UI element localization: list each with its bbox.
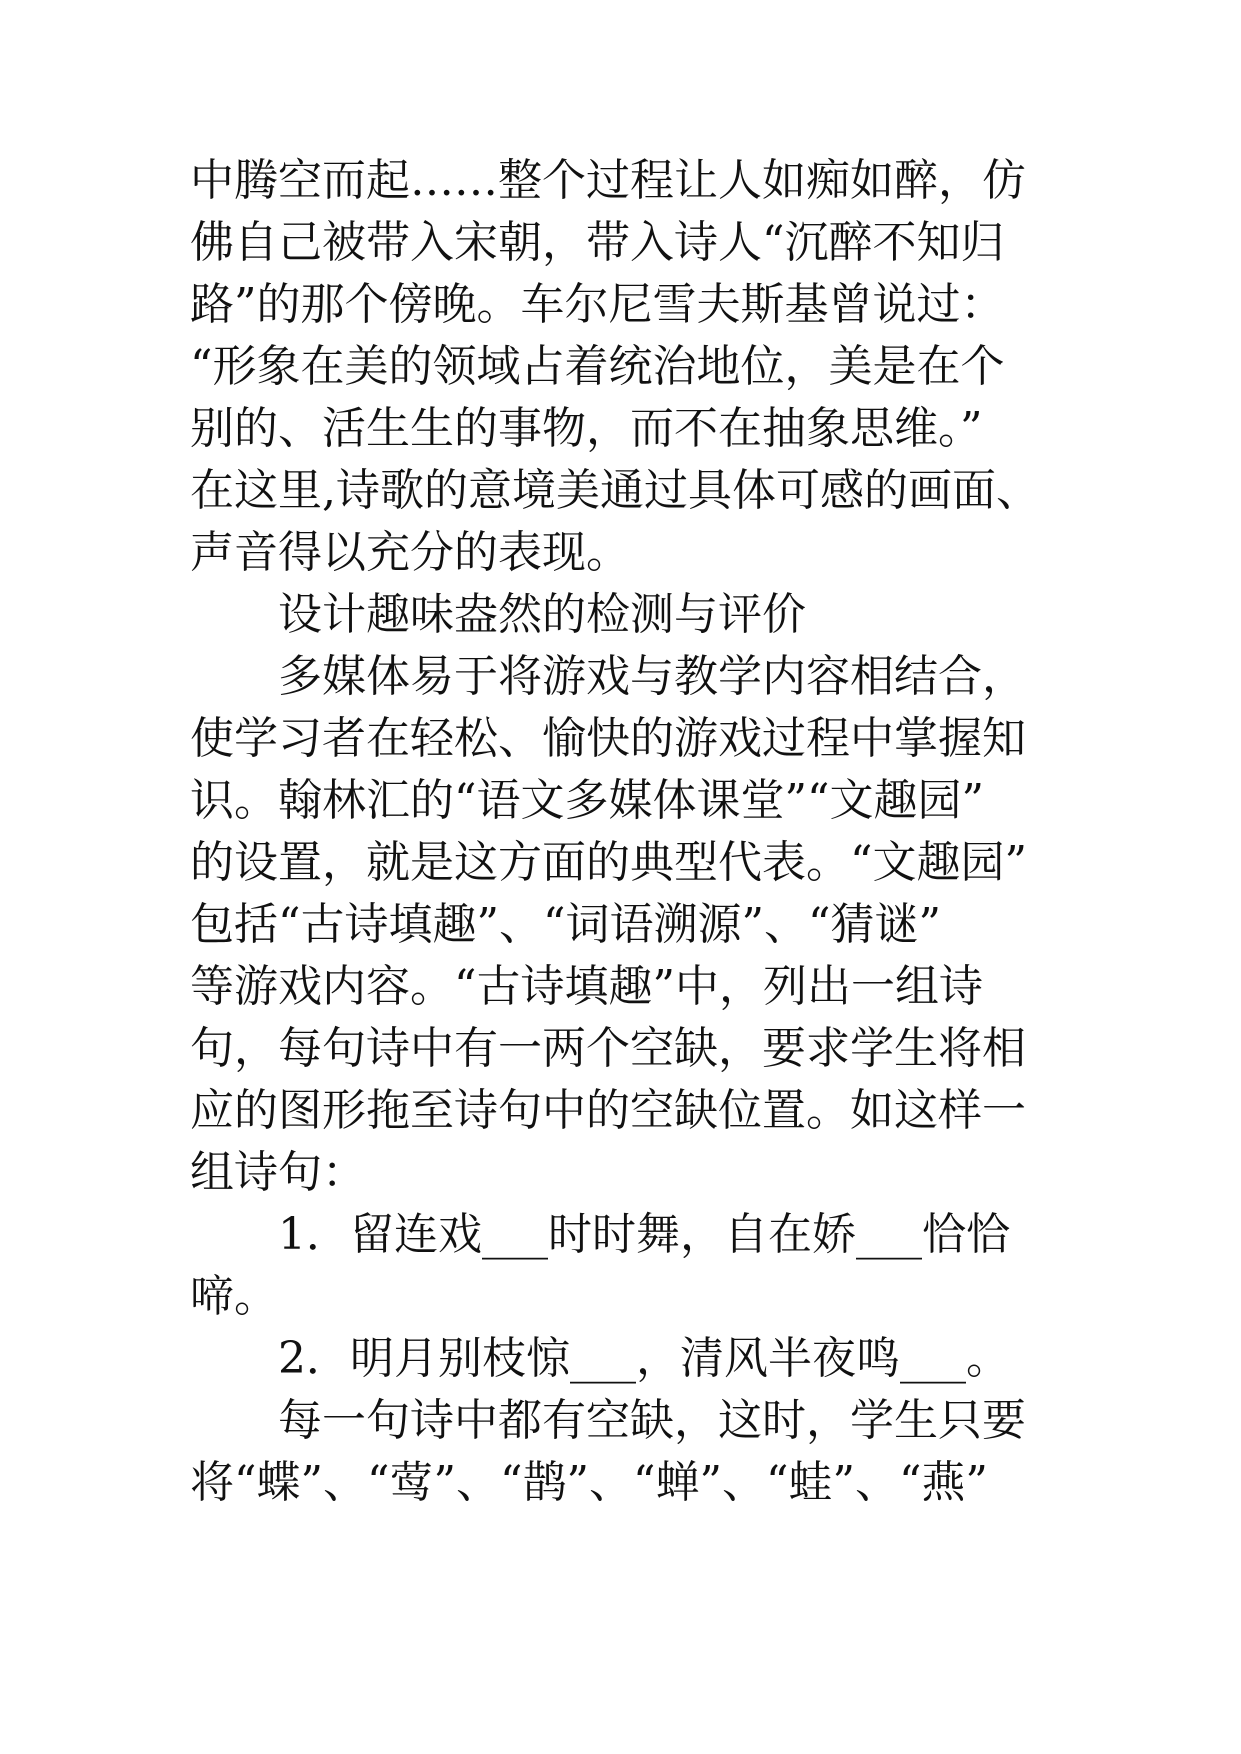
text-line: 使学习者在轻松、愉快的游戏过程中掌握知 xyxy=(190,713,1026,764)
text-line: 等游戏内容。“古诗填趣”中，列出一组诗 xyxy=(190,961,983,1012)
text-line: 在这里,诗歌的意境美通过具体可感的画面、 xyxy=(190,465,1040,516)
text-line: 路”的那个傍晚。车尔尼雪夫斯基曾说过： xyxy=(190,279,1005,330)
text-line: 中腾空而起……整个过程让人如痴如醉，仿 xyxy=(190,155,1026,206)
poem-item-2: 2．明月别枝惊___，清风半夜鸣___。 xyxy=(278,1333,1010,1384)
text-line: 别的、活生生的事物，而不在抽象思维。” xyxy=(190,403,983,454)
text-line: 识。翰林汇的“语文多媒体课堂”“文趣园” xyxy=(190,775,984,826)
paragraph-start: 多媒体易于将游戏与教学内容相结合， xyxy=(278,651,1026,702)
text-line: 的设置，就是这方面的典型代表。“文趣园” xyxy=(190,837,1027,888)
poem-item-1: 1．留连戏___时时舞，自在娇___恰恰 xyxy=(278,1209,1010,1260)
text-line: 啼。 xyxy=(190,1271,278,1322)
paragraph-start: 每一句诗中都有空缺，这时，学生只要 xyxy=(278,1395,1026,1446)
text-line: 句，每句诗中有一两个空缺，要求学生将相 xyxy=(190,1023,1026,1074)
text-line: 包括“古诗填趣”、“词语溯源”、“猜谜” xyxy=(190,899,941,950)
text-line: 将“蝶”、“莺”、“鹊”、“蝉”、“蛙”、“燕” xyxy=(190,1457,988,1508)
text-line: 应的图形拖至诗句中的空缺位置。如这样一 xyxy=(190,1085,1026,1136)
text-line: “形象在美的领域占着统治地位，美是在个 xyxy=(190,341,1005,392)
text-line: 组诗句： xyxy=(190,1147,366,1198)
text-line: 声音得以充分的表现。 xyxy=(190,527,630,578)
body-text xyxy=(190,150,1070,1514)
text-line: 佛自己被带入宋朝，带入诗人“沉醉不知归 xyxy=(190,217,1005,268)
section-heading: 设计趣味盎然的检测与评价 xyxy=(278,589,806,640)
